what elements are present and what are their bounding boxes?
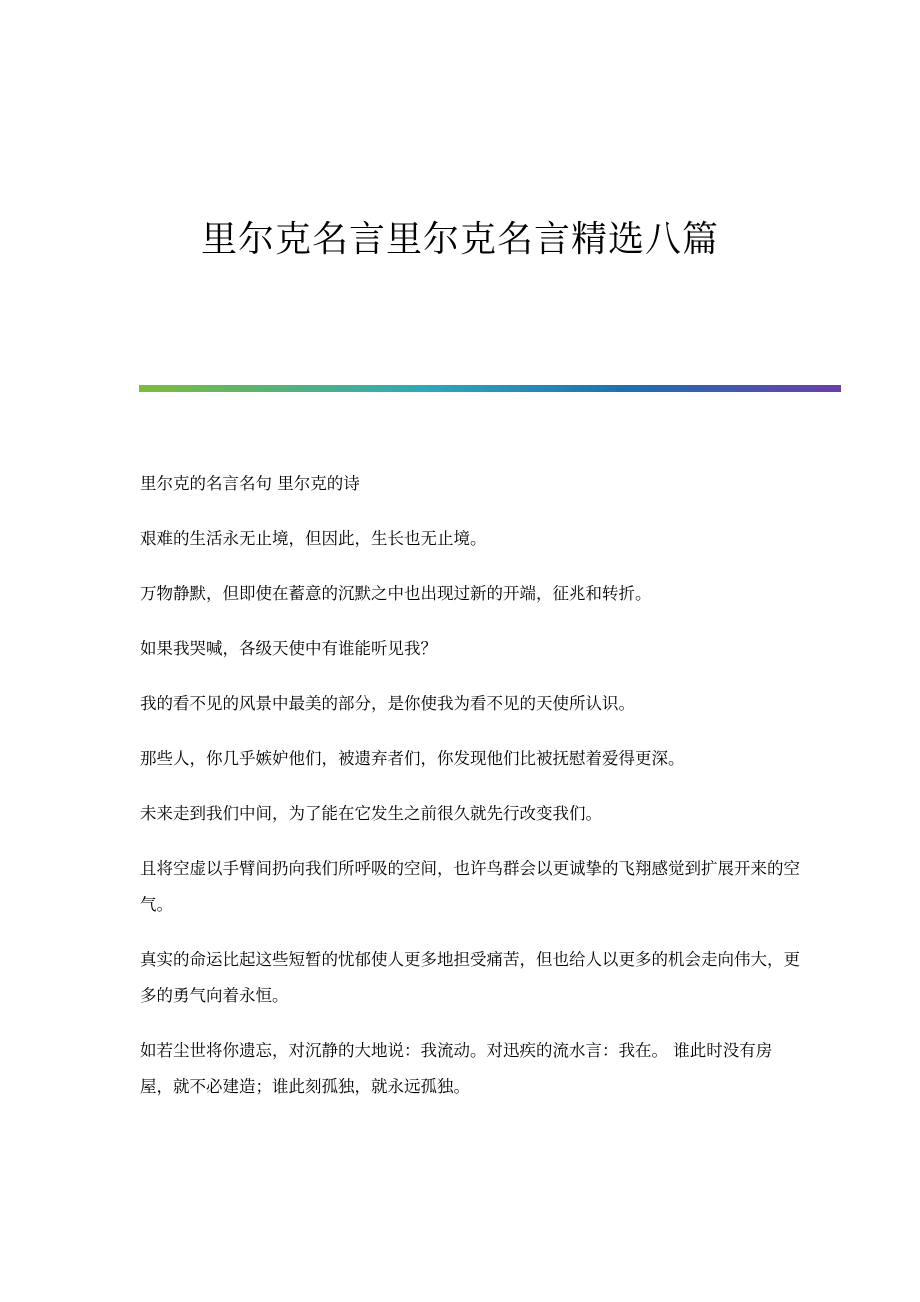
paragraph: 艰难的生活永无止境，但因此，生长也无止境。 [140,529,487,548]
paragraph-subtitle: 里尔克的名言名句 里尔克的诗 [140,474,360,493]
paragraph: 且将空虚以手臂间扔向我们所呼吸的空间，也许鸟群会以更诚挚的飞翔感觉到扩展开来的空气。 [140,859,800,914]
paragraph: 万物静默，但即使在蓄意的沉默之中也出现过新的开端，征兆和转折。 [140,584,652,603]
page-title: 里尔克名言里尔克名言精选八篇 [200,219,719,260]
paragraph: 未来走到我们中间，为了能在它发生之前很久就先行改变我们。 [140,804,602,823]
paragraph: 我的看不见的风景中最美的部分，是你使我为看不见的天使所认识。 [140,694,635,713]
gradient-divider [139,385,841,392]
paragraph: 真实的命运比起这些短暂的忧郁使人更多地担受痛苦，但也给人以更多的机会走向伟大，更多的勇气向着永恒。 [140,950,800,1005]
paragraph: 如若尘世将你遗忘，对沉静的大地说：我流动。对迅疾的流水言：我在。 谁此时没有房屋，就不必建造；谁此刻孤独，就永远孤独。 [140,1041,773,1096]
document-body [140,466,800,1124]
paragraph: 那些人，你几乎嫉妒他们，被遗弃者们，你发现他们比被抚慰着爱得更深。 [140,749,685,768]
paragraph: 如果我哭喊，各级天使中有谁能听见我？ [140,639,437,658]
